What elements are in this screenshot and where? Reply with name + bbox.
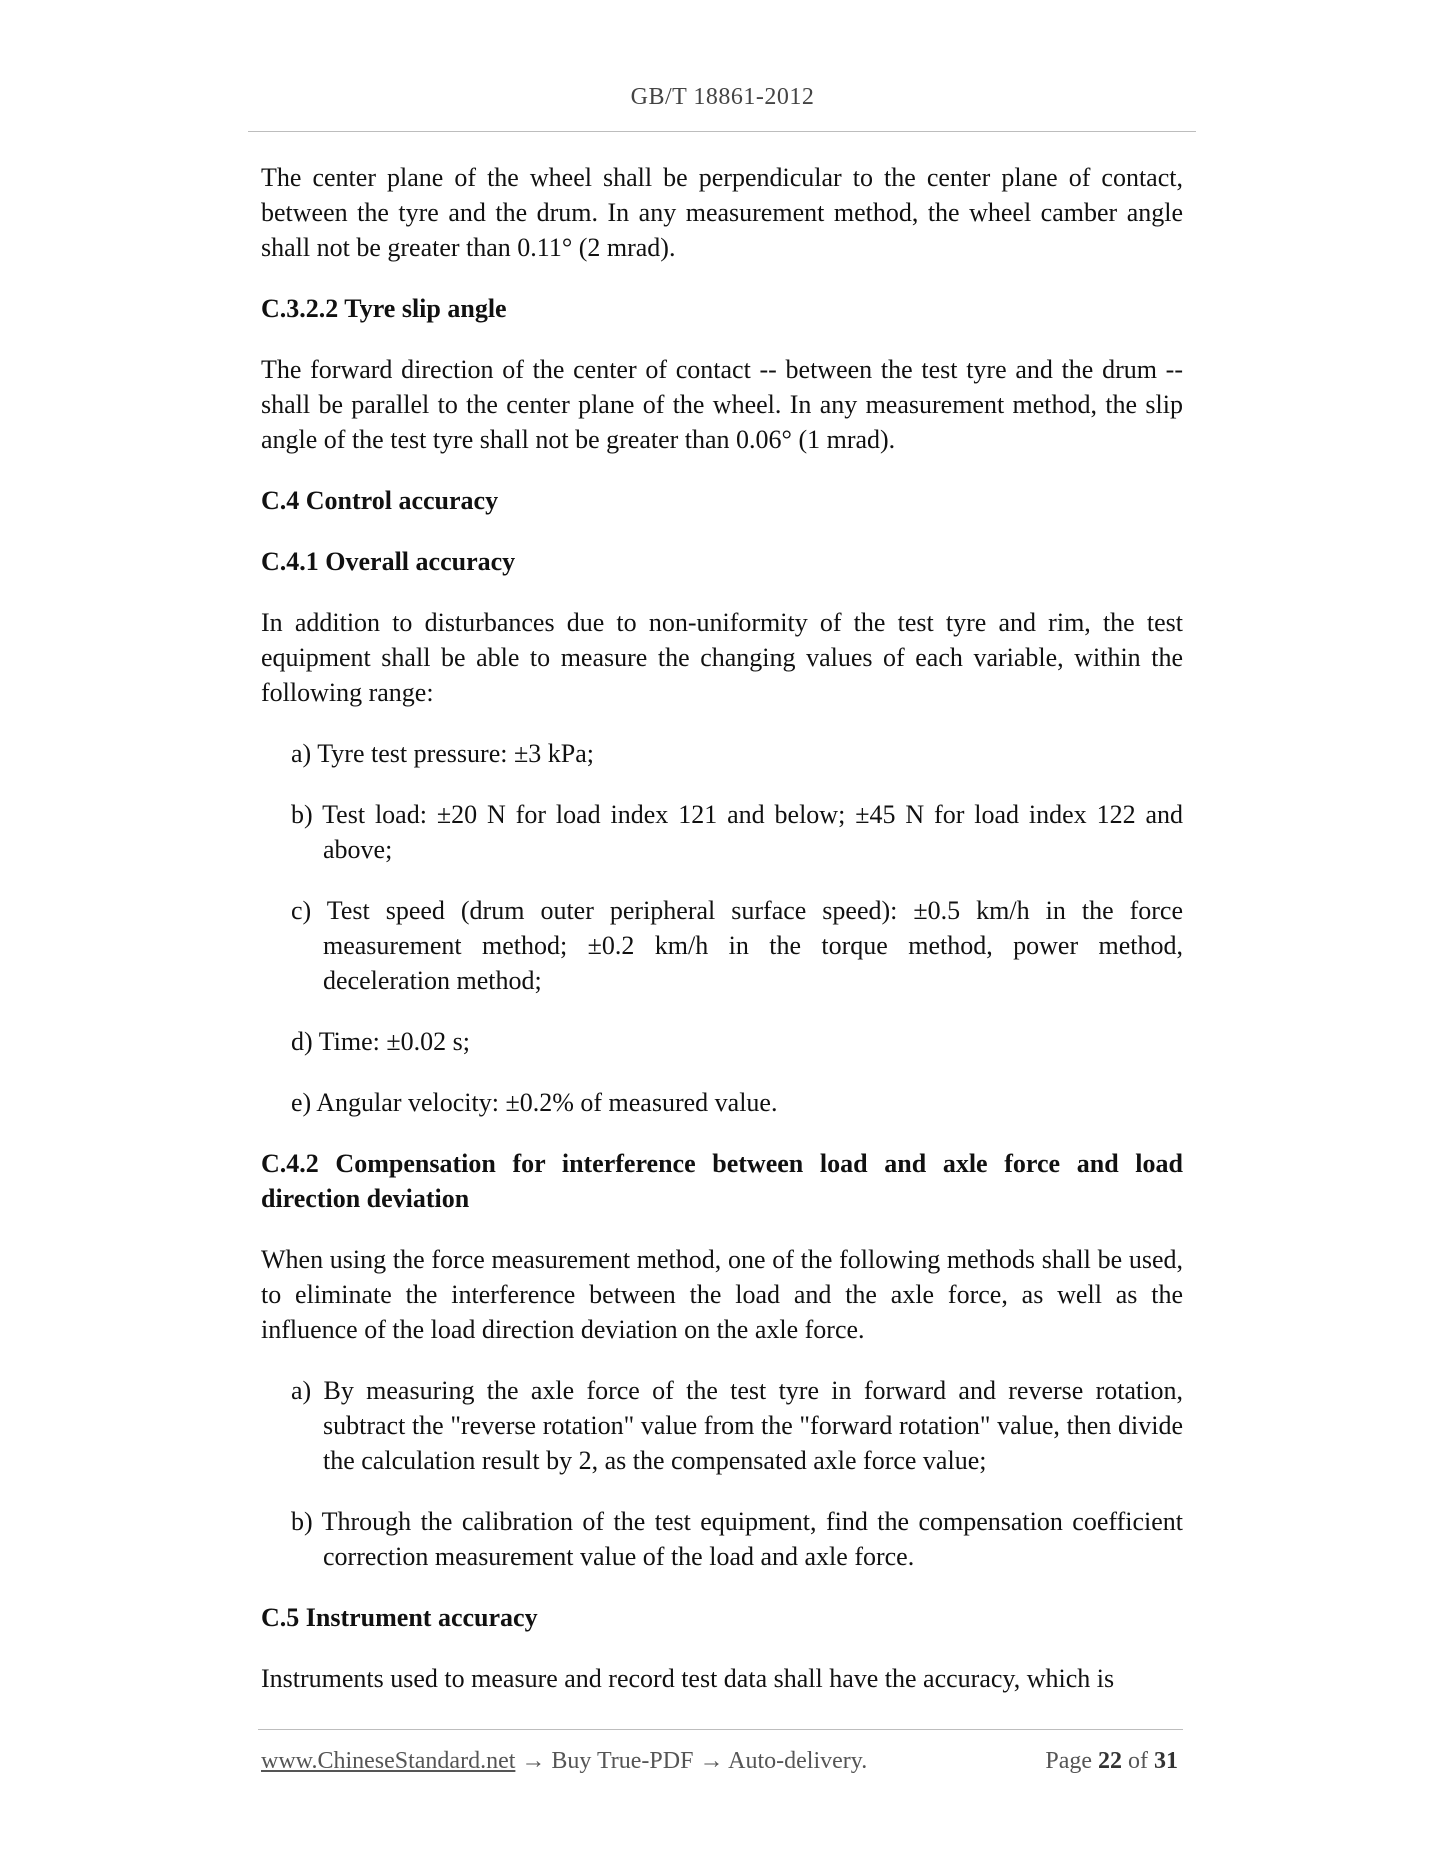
document-code-header: GB/T 18861-2012 [630,84,815,110]
list-item [291,1504,1183,1574]
page-number [1045,1748,1178,1775]
arrow-right-icon: → [521,1748,546,1774]
footer-promo [261,1748,867,1775]
auto-delivery-text: Auto-delivery. [728,1748,868,1774]
paragraph-camber: The center plane of the wheel shall be perpendicular to the center plane of contact, between the tyre and the drum. In any measurement method, the wheel camber angle shall not be greater than 0.11° (2 mrad). [261,163,1183,262]
total-pages: 31 [1154,1748,1178,1774]
website-link[interactable]: www.ChineseStandard.net [261,1748,516,1774]
footer-divider [258,1729,1183,1730]
paragraph-overall-accuracy: In addition to disturbances due to non-uniformity of the test tyre and rim, the test equipment shall be able to measure the changing values of each variable, within the following range: [261,608,1183,707]
current-page: 22 [1098,1748,1122,1774]
paragraph-compensation: When using the force measurement method, one of the following methods shall be used, to eliminate the interference between the load and the axle force, as well as the influence of the load direction deviation on the axle force. [261,1245,1183,1344]
list-item [291,797,1183,867]
page-footer [261,1748,1178,1782]
heading-c42: C.4.2 Compensation for interference between load and axle force and load direction deviation [261,1149,1183,1213]
of-word: of [1128,1748,1148,1774]
list-item-label: b) [291,800,313,829]
header-divider [248,131,1196,132]
list-item [291,1024,1183,1059]
arrow-right-icon: → [699,1748,724,1774]
list-item-label: a) [291,1376,312,1405]
buy-pdf-text: Buy True-PDF [551,1748,694,1774]
list-item-text: Test load: ±20 N for load index 121 and below; ±45 N for load index 122 and above; [322,800,1184,864]
list-item-label: a) [291,739,312,768]
list-item-text: By measuring the axle force of the test tyre in forward and reverse rotation, subtract the "reverse rotation" value from the "forward rotation" value, then divide the calculation result by 2, as the compensated axle force value; [323,1376,1183,1475]
list-item-label: d) [291,1027,313,1056]
heading-c5: C.5 Instrument accuracy [261,1603,538,1632]
list-item [291,736,1183,771]
list-item-label: b) [291,1507,313,1536]
heading-c4: C.4 Control accuracy [261,486,499,515]
list-item-label: c) [291,896,312,925]
page-word: Page [1045,1748,1092,1774]
page-content [261,160,1183,1696]
paragraph-slip-angle: The forward direction of the center of contact -- between the test tyre and the drum -- shall be parallel to the center plane of the wheel. In any measurement method, the slip angle of the test tyre shall not be greater than 0.06° (1 mrad). [261,355,1183,454]
heading-c41: C.4.1 Overall accuracy [261,547,516,576]
list-item-text: Angular velocity: ±0.2% of measured value. [316,1088,778,1117]
heading-c322: C.3.2.2 Tyre slip angle [261,294,507,323]
list-item-text: Through the calibration of the test equipment, find the compensation coefficient correction measurement value of the load and axle force. [321,1507,1183,1571]
paragraph-instrument-accuracy: Instruments used to measure and record test data shall have the accuracy, which is [261,1664,1115,1693]
list-item-text: Test speed (drum outer peripheral surface speed): ±0.5 km/h in the force measurement method; ±0.2 km/h in the torque method, power method, deceleration method; [323,896,1184,995]
list-item-label: e) [291,1088,312,1117]
list-item [291,893,1183,998]
list-item [291,1085,1183,1120]
list-item [291,1373,1183,1478]
list-item-text: Time: ±0.02 s; [318,1027,470,1056]
list-item-text: Tyre test pressure: ±3 kPa; [317,739,594,768]
